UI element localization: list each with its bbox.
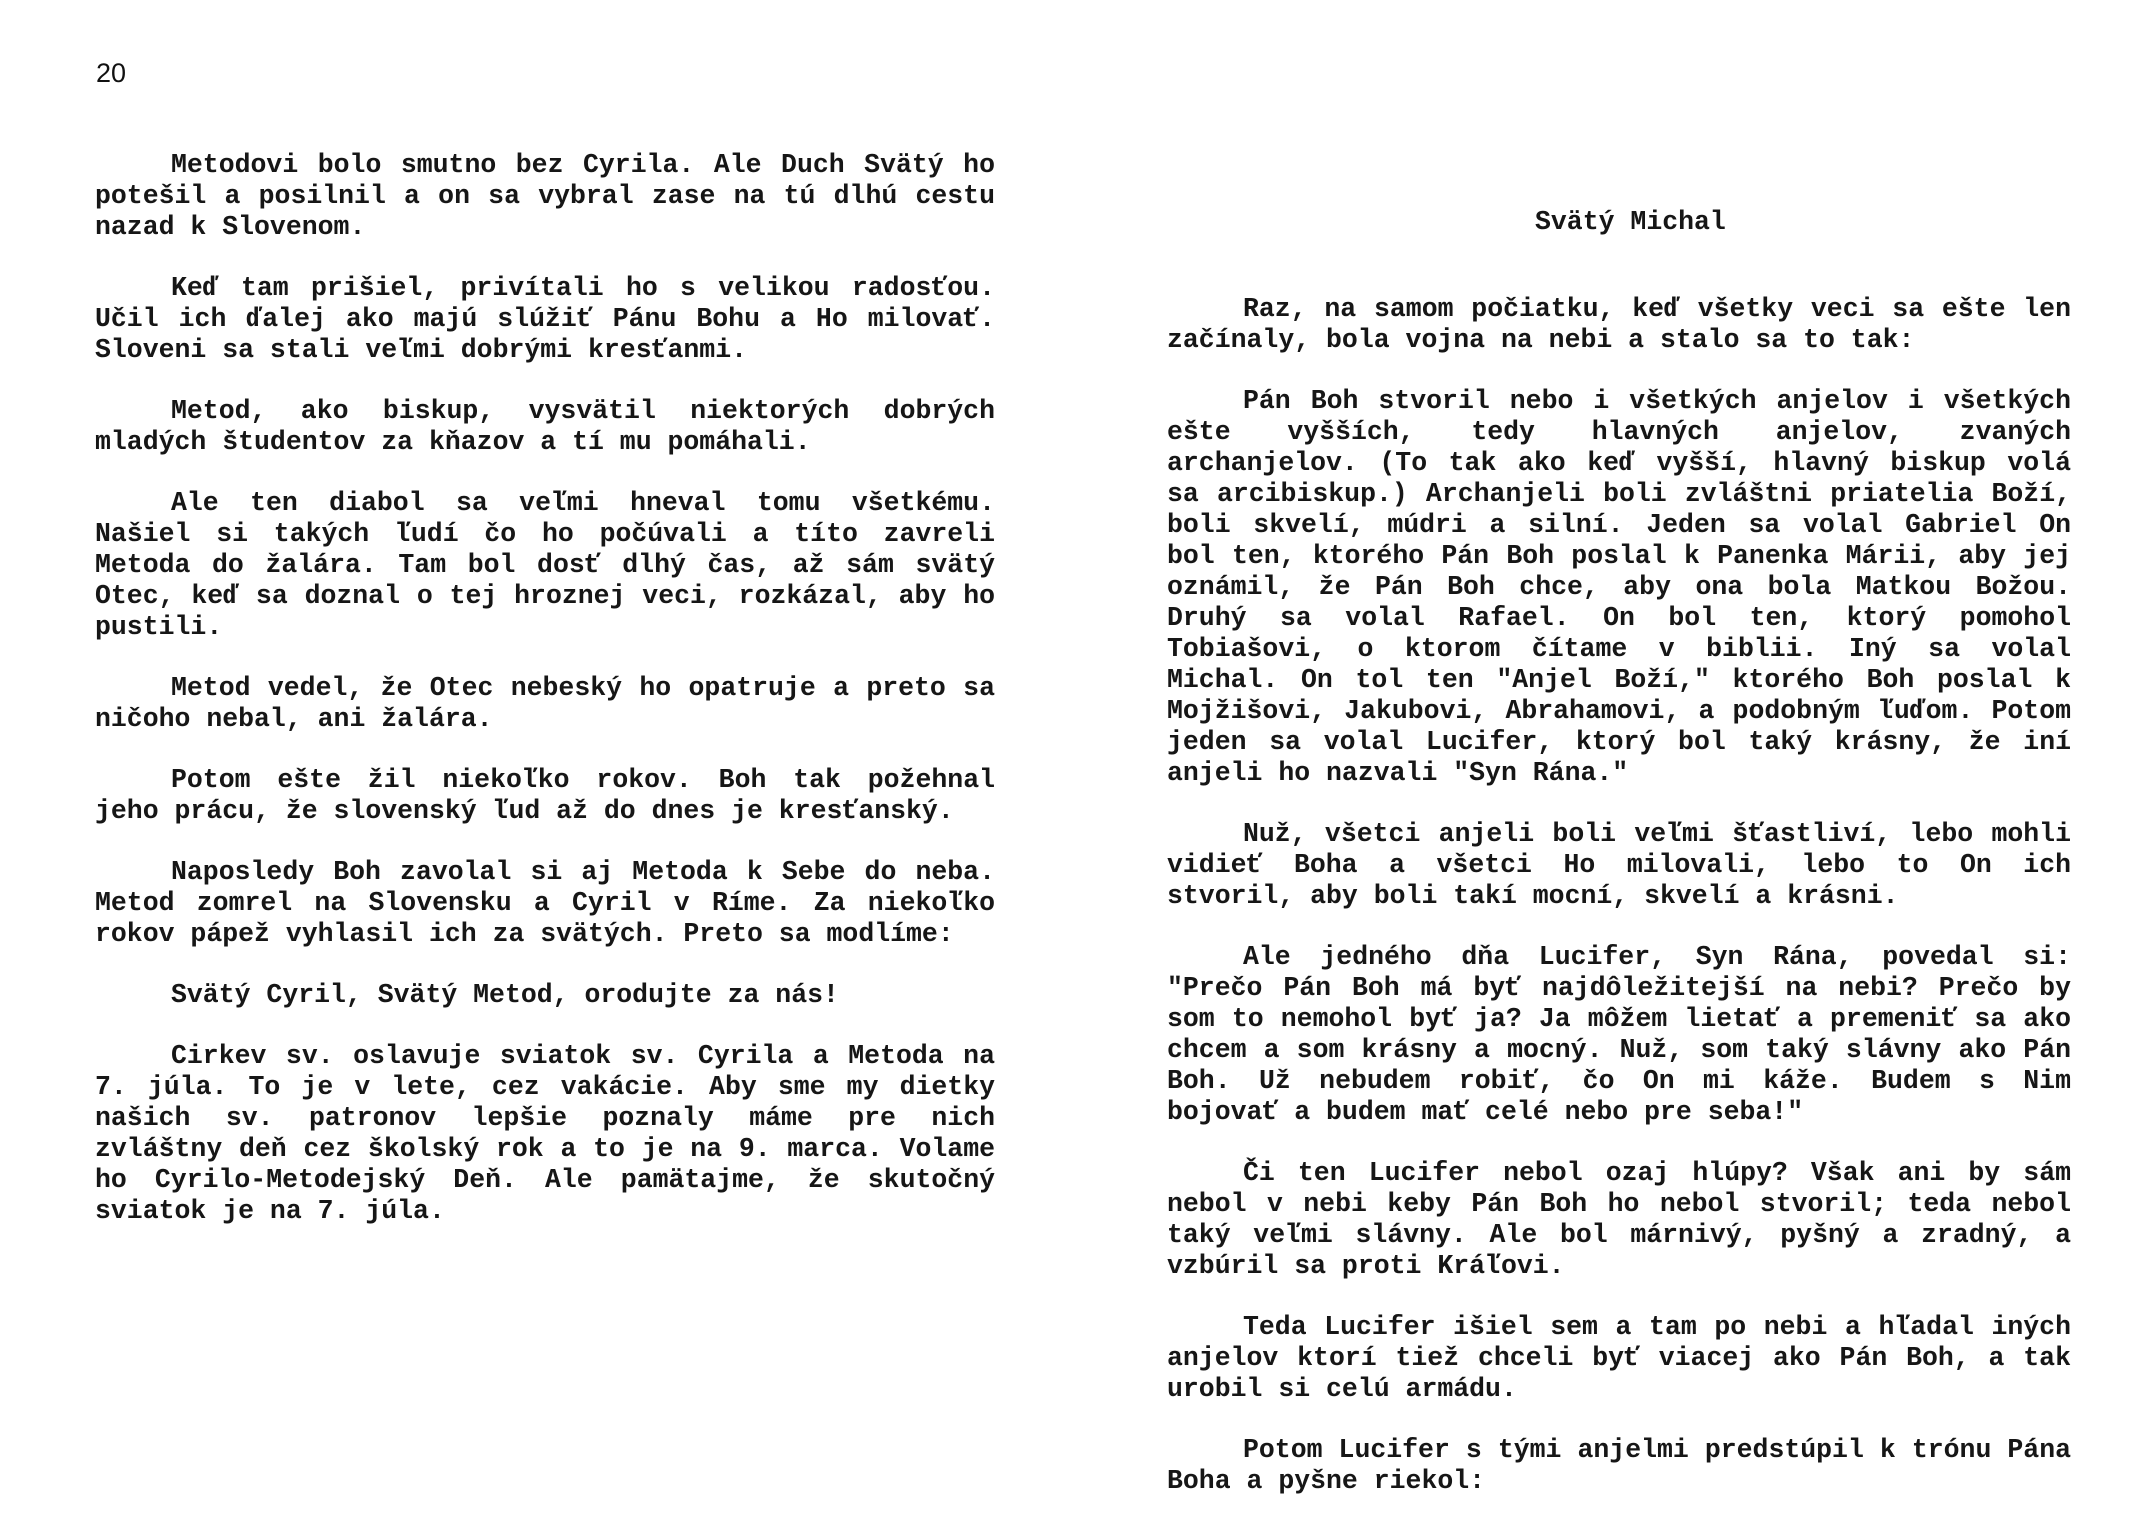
paragraph: Cirkev sv. oslavuje sviatok sv. Cyrila a Metoda na 7. júla. To je v lete, cez vakácie. Aby sme my dietky našich sv. patronov lepšie poznaly máme pre nich zvláštny deň cez školský rok a to je na 9. marca. Volame ho Cyrilo-Metodejský Deň. Ale pamätajme, že skutočný sviatok je na 7. júla. [95,1041,995,1226]
paragraph: Keď tam prišiel, privítali ho s velikou radosťou. Učil ich ďalej ako majú slúžiť Pánu Bohu a Ho milovať. Sloveni sa stali veľmi dobrými kresťanmi. [95,273,995,365]
paragraph: Metod vedel, že Otec nebeský ho opatruje a preto sa ničoho nebal, ani žalára. [95,673,995,734]
paragraph: Nuž, všetci anjeli boli veľmi šťastliví, lebo mohli vidieť Boha a všetci Ho milovali, lebo to On ich stvoril, aby boli takí mocní, skvelí a krásni. [1167,819,2071,911]
paragraph: Ale jedného dňa Lucifer, Syn Rána, povedal si: "Prečo Pán Boh má byť najdôležitejší na nebi? Prečo by som to nemohol byť ja? Ja môžem lietať a premeniť sa ako chcem a som krásny a mocný. Nuž, som taký slávny ako Pán Boh. Už nebudem robiť, čo On mi káže. Budem s Nim bojovať a budem mať celé nebo pre seba!" [1167,942,2071,1127]
paragraph: Raz, na samom počiatku, keď všetky veci sa ešte len začínaly, bola vojna na nebi a stalo sa to tak: [1167,294,2071,355]
paragraph: Pán Boh stvoril nebo i všetkých anjelov i všetkých ešte vyšších, tedy hlavných anjelov, zvaných archanjelov. (To tak ako keď vyšší, hlavný biskup volá sa arcibiskup.) Archanjeli boli zvláštni priatelia Boží, boli skvelí, múdri a silní. Jeden sa volal Gabriel On bol ten, ktorého Pán Boh poslal k Panenka Márii, aby jej oznámil, že Pán Boh chce, aby ona bola Matkou Božou. Druhý sa volal Rafael. On bol ten, ktorý pomohol Tobiašovi, o ktorom čítame v biblii. Iný sa volal Michal. On tol ten "Anjel Boží," ktorého Boh poslal k Mojžišovi, Jakubovi, Abrahamovi, a podobným ľuďom. Potom jeden sa volal Lucifer, ktorý bol taký krásny, že iní anjeli ho nazvali "Syn Rána." [1167,386,2071,788]
paragraph: Teda Lucifer išiel sem a tam po nebi a hľadal iných anjelov ktorí tiež chceli byť viacej ako Pán Boh, a tak urobil si celú armádu. [1167,1312,2071,1404]
paragraph: Ale ten diabol sa veľmi hneval tomu všetkému. Našiel si takých ľudí čo ho počúvali a títo zavreli Metoda do žalára. Tam bol dosť dlhý čas, až sám svätý Otec, keď sa doznal o tej hroznej veci, rozkázal, aby ho pustili. [95,488,995,642]
left-text-column [95,150,995,1257]
right-page [1071,0,2142,1500]
paragraph: Metod, ako biskup, vysvätil niektorých dobrých mladých študentov za kňazov a tí mu pomáhali. [95,396,995,457]
paragraph: Potom ešte žil niekoľko rokov. Boh tak požehnal jeho prácu, že slovenský ľud až do dnes je kresťanský. [95,765,995,826]
right-text-column [1167,294,2071,1527]
paragraph: Či ten Lucifer nebol ozaj hlúpy? Však ani by sám nebol v nebi keby Pán Boh ho nebol stvoril; teda nebol taký veľmi slávny. Ale bol márnivý, pyšný a zradný, a vzbúril sa proti Kráľovi. [1167,1158,2071,1281]
page-number: 20 [96,58,127,88]
paragraph: Naposledy Boh zavolal si aj Metoda k Sebe do neba. Metod zomrel na Slovensku a Cyril v Ríme. Za niekoľko rokov pápež vyhlasil ich za svätých. Preto sa modlíme: [95,857,995,949]
prayer-line: Svätý Cyril, Svätý Metod, orodujte za nás! [171,980,839,1010]
paragraph: Potom Lucifer s tými anjelmi predstúpil k trónu Pána Boha a pyšne riekol: [1167,1435,2071,1496]
section-title: Svätý Michal [1535,207,1726,237]
left-page [0,0,1071,1500]
paragraph: Metodovi bolo smutno bez Cyrila. Ale Duch Svätý ho potešil a posilnil a on sa vybral zase na tú dlhú cestu nazad k Slovenom. [95,150,995,242]
